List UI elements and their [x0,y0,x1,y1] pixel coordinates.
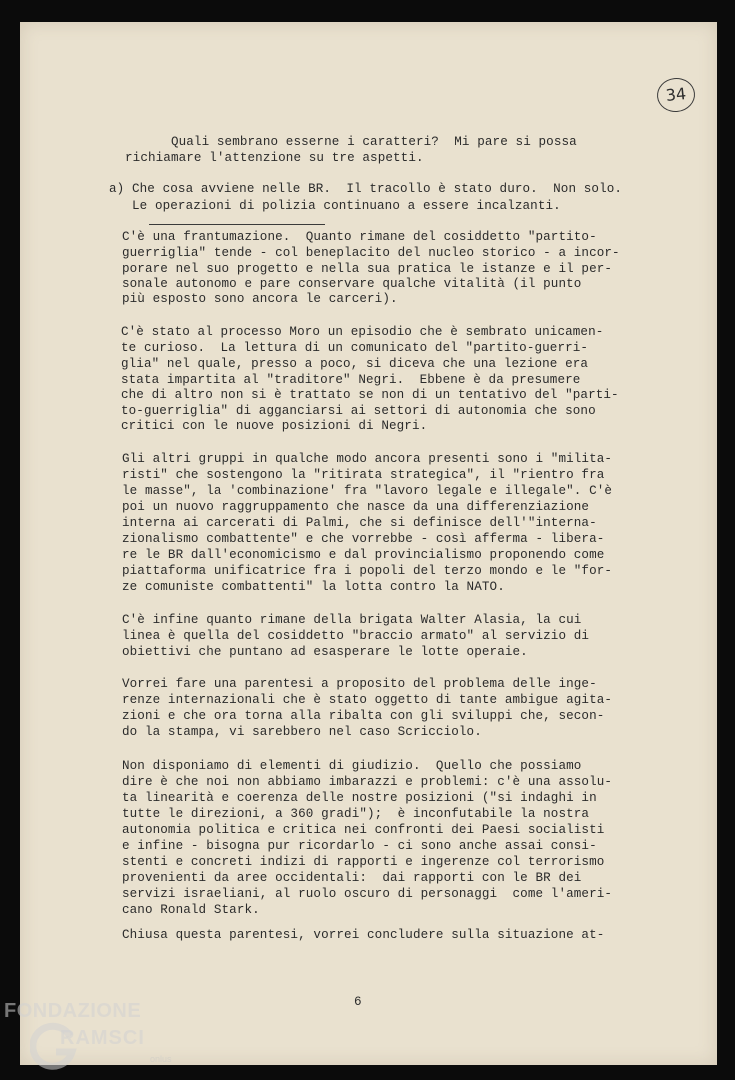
text-line: sonale autonomo e pare conservare qualche vitalità (il punto [99,277,582,291]
text-line: piattaforma unificatrice fra i popoli del terzo mondo e le "for- [99,564,613,578]
text-line: linea è quella del cosiddetto "braccio armato" al servizio di [99,629,590,643]
watermark-line1: FONDAZIONE [4,1000,142,1022]
text-line: guerriglia" tende - col beneplacito del nucleo storico - a incor- [99,246,620,260]
text-line: autonomia politica e critica nei confronti dei Paesi socialisti [99,823,605,837]
text-line: che di altro non si è trattato se non di un tentativo del "parti- [98,388,619,402]
text-line: a) Che cosa avviene nelle BR. Il tracollo è stato duro. Non solo. [109,182,623,196]
text-line: e infine - bisogna pur ricordarlo - ci sono anche assai consi- [99,839,597,853]
text-line: C'è stato al processo Moro un episodio che è sembrato unicamen- [98,325,604,339]
text-line: stata impartita al "traditore" Negri. Ebbene è da presumere [98,373,581,387]
text-line: Vorrei fare una parentesi a proposito del problema delle inge- [99,677,597,691]
text-line: le masse", la 'combinazione' fra "lavoro legale e illegale". C'è [99,484,613,498]
text-line: ze comuniste combattenti" la lotta contro la NATO. [99,580,505,594]
watermark-line2: RAMSCI [60,1027,145,1049]
text-line: to-guerriglia" di agganciarsi ai settori di autonomia che sono [98,404,596,418]
folio-number: 34 [655,76,696,114]
watermark-sub: onlus [150,1054,172,1064]
watermark-logo [4,1000,194,1076]
text-line: stenti e concreti indizi di rapporti e ingerenze col terrorismo [99,855,605,869]
text-line: critici con le nuove posizioni di Negri. [98,419,428,433]
text-line: più esposto sono ancora le carceri). [99,292,398,306]
text-line: richiamare l'attenzione su tre aspetti. [125,151,424,165]
text-line: servizi israeliani, al ruolo oscuro di personaggi come l'ameri- [99,887,613,901]
text-line: renze internazionali che è stato oggetto di tante ambigue agita- [99,693,613,707]
text-line: tutte le direzioni, a 360 gradi"); è inconfutabile la nostra [99,807,590,821]
text-line: cano Ronald Stark. [99,903,260,917]
text-line: interna ai carcerati di Palmi, che si definisce dell'"interna- [99,516,597,530]
text-line: porare nel suo progetto e nella sua pratica le istanze e il per- [99,262,613,276]
page-number: 6 [354,995,362,1009]
text-line: zioni e che ora torna alla ribalta con gli sviluppi che, secon- [99,709,605,723]
document-page [20,22,717,1065]
text-line: obiettivi che puntano ad esasperare le lotte operaie. [99,645,528,659]
text-line: te curioso. La lettura di un comunicato del "partito-guerri- [98,341,589,355]
text-line: glia" nel quale, presso a poco, si diceva che una lezione era [98,357,589,371]
text-line: dire è che noi non abbiamo imbarazzi e problemi: c'è una assolu- [99,775,613,789]
text-line: Le operazioni di polizia continuano a essere incalzanti. [109,199,561,213]
text-line: risti" che sostengono la "ritirata strategica", il "rientro fra [99,468,605,482]
text-line: Gli altri gruppi in qualche modo ancora presenti sono i "milita- [99,452,613,466]
text-line: do la stampa, vi sarebbero nel caso Scricciolo. [99,725,482,739]
text-line: Quali sembrano esserne i caratteri? Mi pare si possa [125,135,577,149]
text-line: poi un nuovo raggruppamento che nasce da una differenziazione [99,500,590,514]
text-line: C'è infine quanto rimane della brigata Walter Alasia, la cui [99,613,582,627]
text-line: C'è una frantumazione. Quanto rimane del cosiddetto "partito- [99,230,597,244]
text-line: Chiusa questa parentesi, vorrei concludere sulla situazione at- [99,928,605,942]
text-line: zionalismo combattente" e che vorrebbe - così afferma - libera- [99,532,605,546]
text-line: provenienti da aree occidentali: dai rapporti con le BR dei [99,871,582,885]
text-line: Non disponiamo di elementi di giudizio. Quello che possiamo [99,759,582,773]
underline [149,224,325,225]
text-line: ta linearità e coerenza delle nostre posizioni ("si indaghi in [99,791,597,805]
text-line: re le BR dall'economicismo e dal provincialismo proponendo come [99,548,605,562]
